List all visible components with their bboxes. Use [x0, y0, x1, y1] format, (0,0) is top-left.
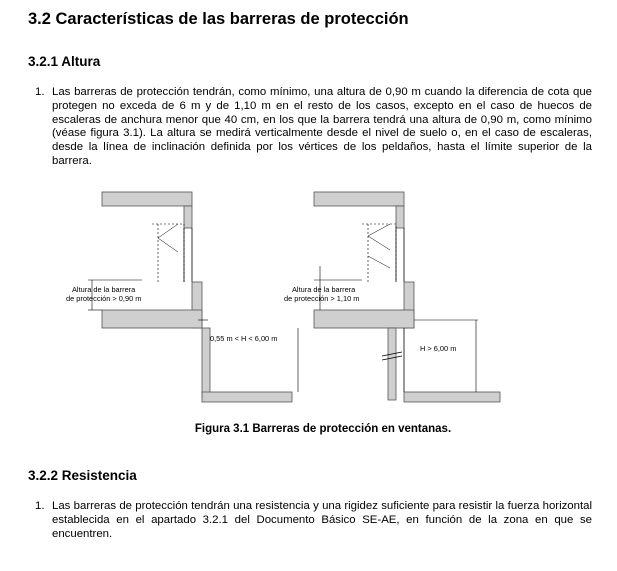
right-ground [404, 392, 500, 402]
list-number: 1. [35, 86, 45, 98]
right-label-line2: de protección > 1,10 m [284, 294, 360, 303]
resistencia-paragraph [35, 500, 592, 541]
right-label-line1: Altura de la barrera [292, 285, 356, 294]
barrier-diagram [58, 186, 588, 421]
left-dimension: 0,55 m < H < 6,00 m [210, 334, 278, 343]
resistencia-text: Las barreras de protección tendrán una resistencia y una rigidez suficiente para resistir la fuerza horizontal establecida en el apartado 3.2.1 del Documento Básico SE-AE, en función de la zona en que se encuentren. [52, 500, 592, 540]
left-upper-slab [102, 192, 192, 206]
left-floor-slab [102, 310, 202, 328]
altura-text: Las barreras de protección tendrán, como mínimo, una altura de 0,90 m cuando la diferencia de cota que protegen no exceda de 6 m y de 1,10 m en el resto de los casos, excepto en el caso de huecos de escaleras de anchura menor que 40 cm, en los que la barrera tendrá una altura de 0,90 m, como mínimo (véase figura 3.1). La altura se medirá verticalmente desde el nivel de suelo o, en el caso de escaleras, desde la línea de inclinación definida por los vértices de los peldaños, hasta el límite superior de la barrera. [52, 86, 592, 167]
section-title: 3.2 Características de las barreras de protección [28, 10, 409, 28]
left-ground [202, 392, 292, 402]
right-dimension: H > 6,00 m [420, 344, 457, 353]
figure-3-1 [58, 0, 588, 353]
list-number: 1. [35, 500, 45, 512]
figure-caption: Figura 3.1 Barreras de protección en ventanas. [194, 423, 452, 435]
left-label-line2: de protección > 0,90 m [66, 294, 142, 303]
subsection-heading-resistencia: 3.2.2 Resistencia [28, 468, 137, 483]
left-label-line1: Altura de la barrera [72, 285, 136, 294]
right-upper-slab [314, 192, 404, 206]
right-floor-slab [314, 310, 414, 328]
subsection-heading-altura: 3.2.1 Altura [28, 54, 101, 69]
